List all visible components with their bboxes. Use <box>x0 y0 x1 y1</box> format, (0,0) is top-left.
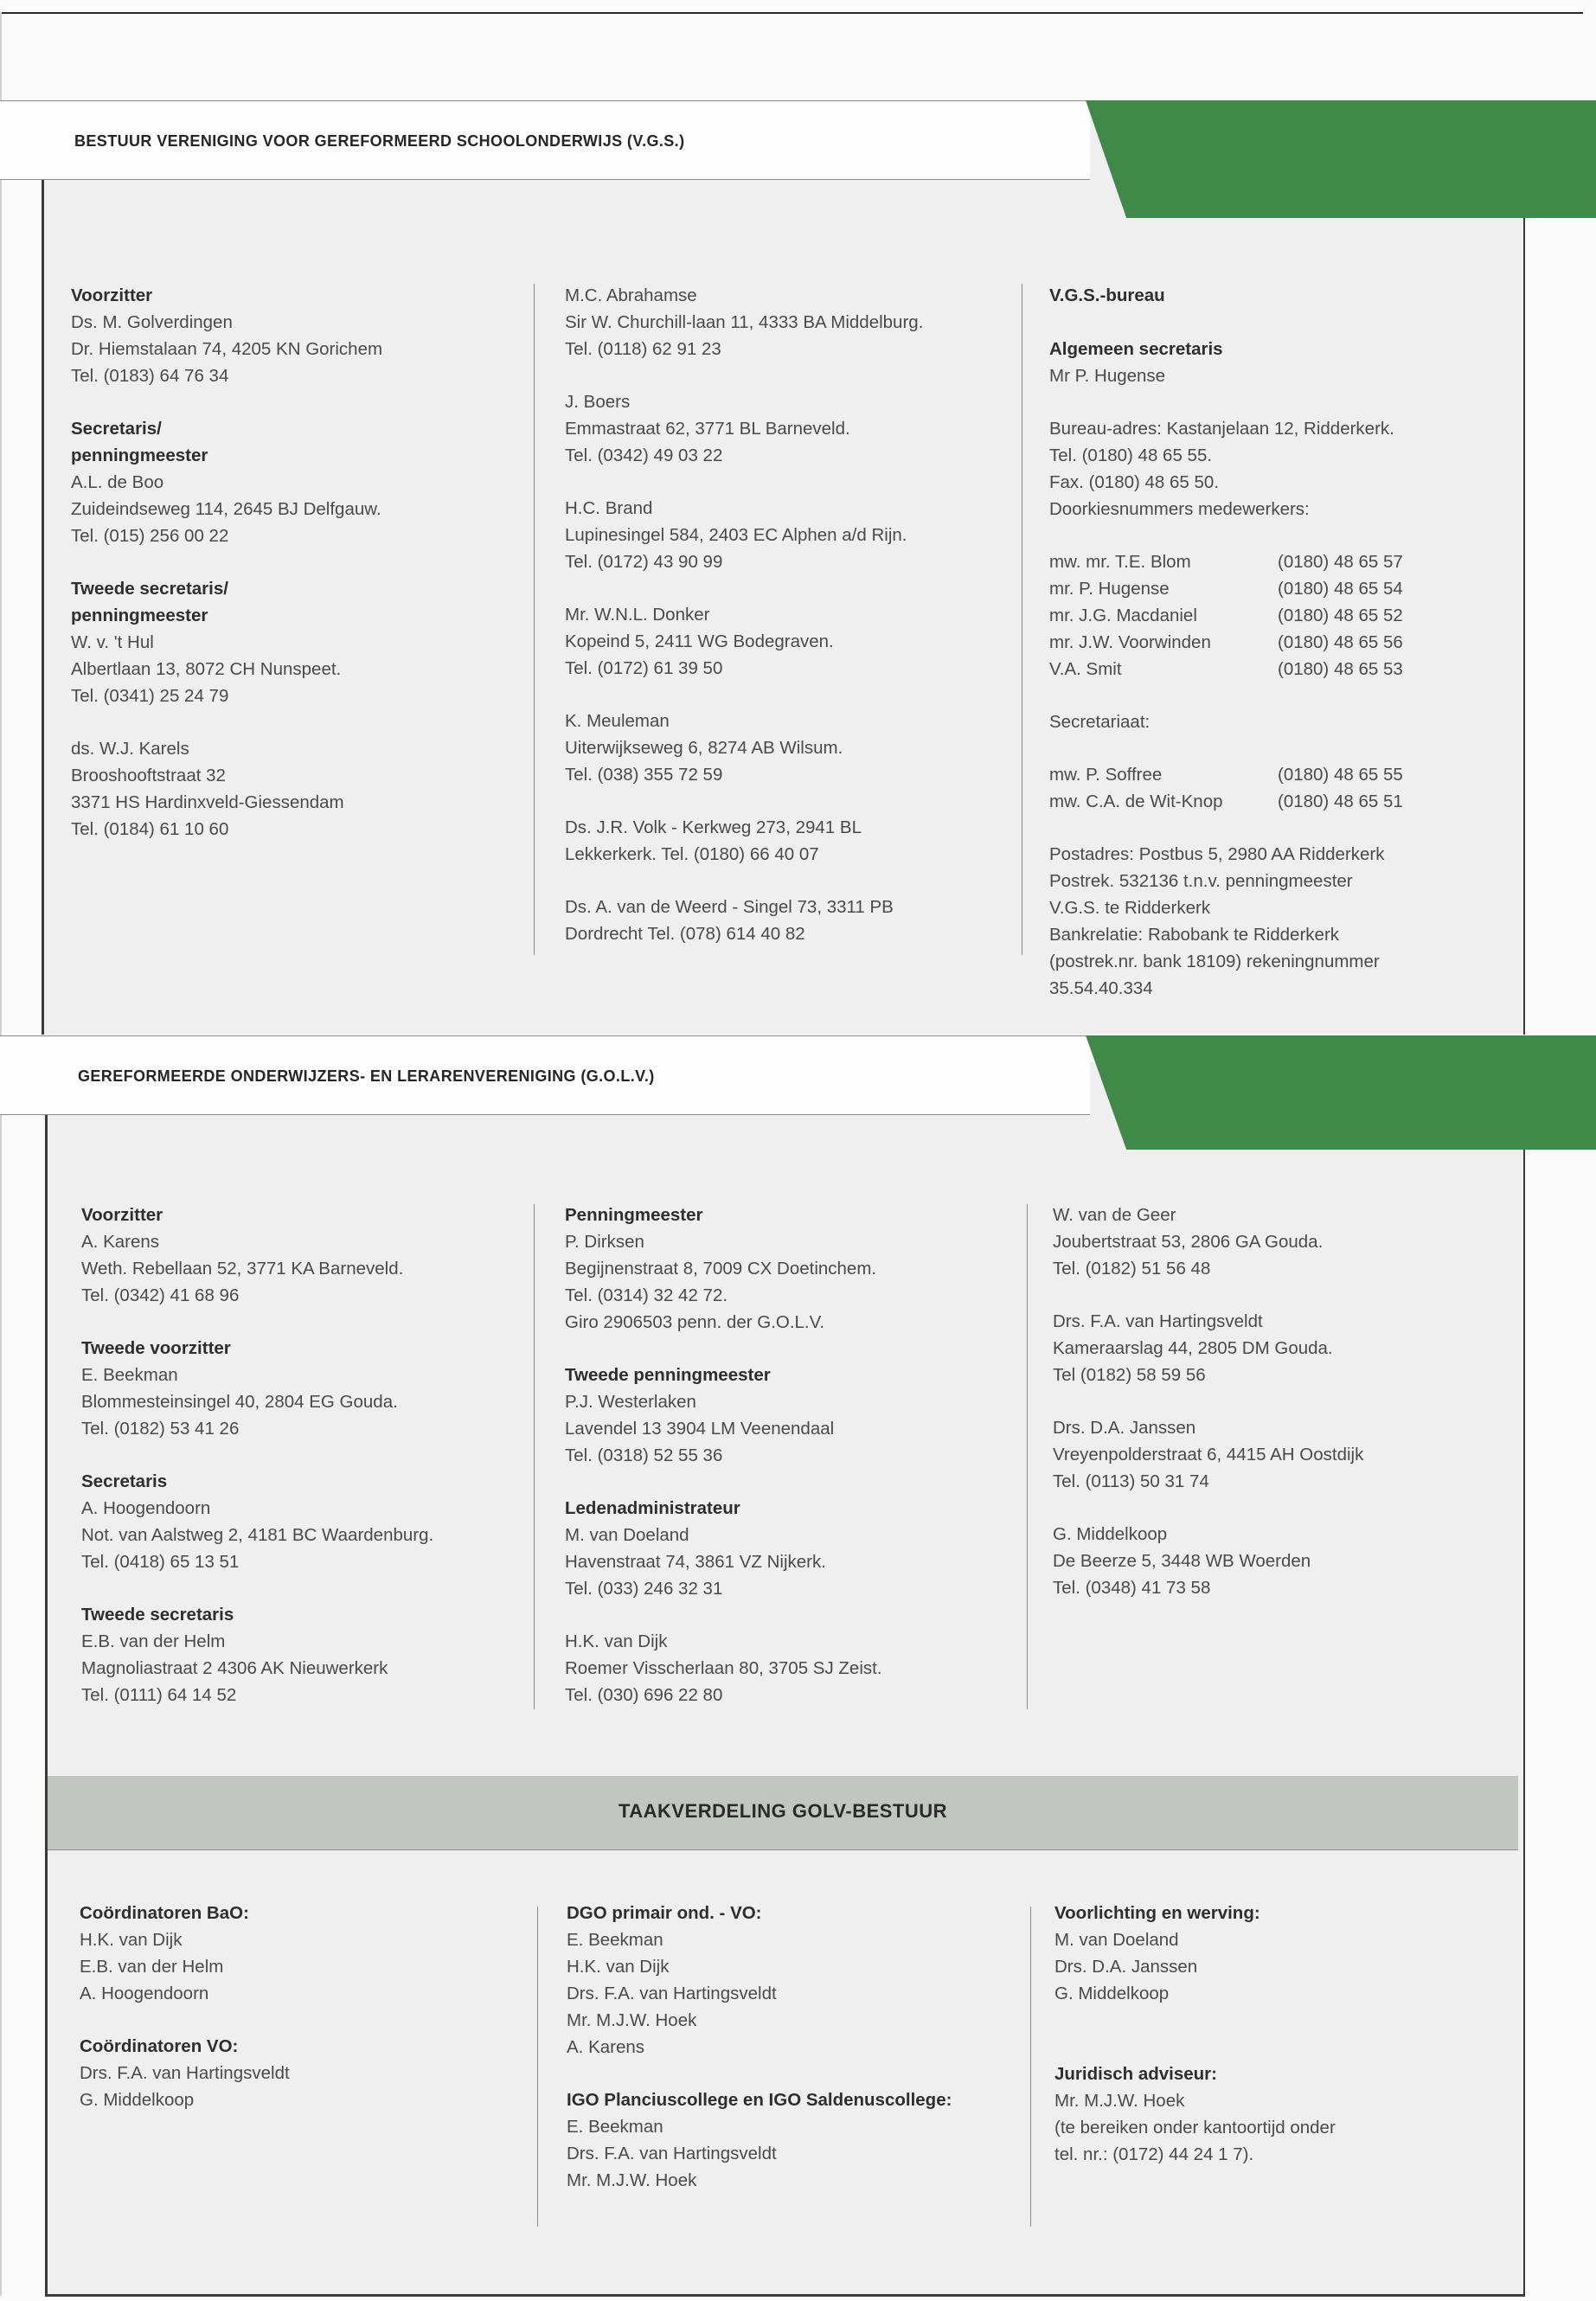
staff-tel: (0180) 48 65 55 <box>1278 765 1403 785</box>
task-line: H.K. van Dijk <box>567 1957 670 1977</box>
contact-line: Kopeind 5, 2411 WG Bodegraven. <box>565 631 834 651</box>
contact-line: Bankrelatie: Rabobank te Ridderkerk <box>1049 925 1340 945</box>
golv-tweede-secretaris-heading: Tweede secretaris <box>81 1605 234 1625</box>
contact-line: Magnoliastraat 2 4306 AK Nieuwerkerk <box>81 1658 388 1678</box>
contact-line: P. Dirksen <box>565 1232 644 1252</box>
contact-line: Ds. J.R. Volk - Kerkweg 273, 2941 BL <box>565 817 862 837</box>
contact-line: Tel. (0172) 61 39 50 <box>565 658 723 678</box>
golv-tweede-voorzitter-heading: Tweede voorzitter <box>81 1338 231 1358</box>
staff-name: mw. mr. T.E. Blom <box>1049 552 1191 572</box>
vgs-bureau-address-block <box>1049 415 1516 522</box>
staff-row <box>1049 575 1403 602</box>
task-line: Drs. F.A. van Hartingsveldt <box>80 2063 290 2083</box>
contact-line: Vreyenpolderstraat 6, 4415 AH Oostdijk <box>1053 1445 1364 1465</box>
contact-line: Emmastraat 62, 3771 BL Barneveld. <box>565 419 850 439</box>
golv-member-block <box>1053 1414 1503 1495</box>
staff-table <box>1049 548 1403 683</box>
task-header <box>48 1776 1518 1850</box>
vgs-column-1 <box>71 282 521 868</box>
vgs-tweede-secretaris-heading: Tweede secretaris/ penningmeester <box>71 579 228 625</box>
vgs-member-block <box>565 601 1023 682</box>
vgs-header <box>0 100 1596 178</box>
contact-line: Tel. (0183) 64 76 34 <box>71 366 229 386</box>
vgs-member-block <box>565 388 1023 469</box>
vgs-member-block <box>565 282 1023 362</box>
task-line: M. van Doeland <box>1054 1930 1179 1950</box>
column-divider <box>534 1204 535 1709</box>
task-line: G. Middelkoop <box>1054 1984 1170 2003</box>
contact-line: P.J. Westerlaken <box>565 1392 696 1412</box>
contact-line: W. v. 't Hul <box>71 632 154 652</box>
golv-member-block <box>565 1628 1023 1708</box>
golv-voorzitter-heading: Voorzitter <box>81 1205 163 1225</box>
contact-line: ds. W.J. Karels <box>71 739 189 759</box>
task-line: (te bereiken onder kantoortijd onder <box>1054 2118 1336 2138</box>
golv-ledenadministrateur-block <box>565 1495 1023 1602</box>
contact-line: Tel. (0111) 64 14 52 <box>81 1685 237 1705</box>
golv-member-block <box>1053 1202 1503 1282</box>
contact-line: A. Hoogendoorn <box>81 1498 211 1518</box>
contact-line: Tel. (033) 246 32 31 <box>565 1579 723 1599</box>
vgs-green-band <box>1086 100 1596 218</box>
contact-line: Tel (0182) 58 59 56 <box>1053 1365 1206 1385</box>
vgs-member-block <box>565 814 1023 868</box>
golv-voorzitter-block <box>81 1202 531 1309</box>
golv-tweede-voorzitter-block <box>81 1335 531 1442</box>
staff-tel: (0180) 48 65 53 <box>1278 659 1403 679</box>
contact-line: Albertlaan 13, 8072 CH Nunspeet. <box>71 659 342 679</box>
contact-line: J. Boers <box>565 392 631 412</box>
task-line: Mr. M.J.W. Hoek <box>567 2170 697 2190</box>
secretariaat-label: Secretariaat: <box>1049 712 1151 732</box>
contact-line: Bureau-adres: Kastanjelaan 12, Ridderkerk. <box>1049 419 1394 439</box>
golv-ledenadministrateur-heading: Ledenadministrateur <box>565 1498 740 1518</box>
contact-line: Ds. A. van de Weerd - Singel 73, 3311 PB <box>565 897 894 917</box>
task-line: tel. nr.: (0172) 44 24 1 7). <box>1054 2144 1254 2164</box>
contact-line: K. Meuleman <box>565 711 670 731</box>
contact-line: Tel. (030) 696 22 80 <box>565 1685 723 1705</box>
contact-line: Sir W. Churchill-laan 11, 4333 BA Middelburg. <box>565 312 924 332</box>
contact-line: Tel. (0184) 61 10 60 <box>71 819 229 839</box>
contact-line: Weth. Rebellaan 52, 3771 KA Barneveld. <box>81 1259 404 1279</box>
contact-line: V.G.S. te Ridderkerk <box>1049 898 1211 918</box>
contact-line: 3371 HS Hardinxveld-Giessendam <box>71 792 344 812</box>
contact-line: Not. van Aalstweg 2, 4181 BC Waardenburg. <box>81 1525 434 1545</box>
staff-name: mr. J.G. Macdaniel <box>1049 606 1197 625</box>
task-line: E. Beekman <box>567 1930 663 1950</box>
vgs-secretaris-block <box>71 415 521 549</box>
contact-line: Mr P. Hugense <box>1049 366 1166 386</box>
contact-line: Havenstraat 74, 3861 VZ Nijkerk. <box>565 1552 826 1572</box>
staff-row <box>1049 656 1403 683</box>
staff-tel: (0180) 48 65 57 <box>1278 552 1403 572</box>
contact-line: Lavendel 13 3904 LM Veenendaal <box>565 1419 835 1439</box>
contact-line: H.K. van Dijk <box>565 1631 668 1651</box>
task-line: A. Hoogendoorn <box>80 1984 209 2003</box>
vgs-voorzitter-heading: Voorzitter <box>71 285 153 305</box>
contact-line: Tel. (0348) 41 73 58 <box>1053 1578 1211 1598</box>
contact-line: A.L. de Boo <box>71 472 164 492</box>
contact-line: Lupinesingel 584, 2403 EC Alphen a/d Rijn. <box>565 525 907 545</box>
contact-line: Dordrecht Tel. (078) 614 40 82 <box>565 924 805 944</box>
contact-line: W. van de Geer <box>1053 1205 1176 1225</box>
staff-row <box>1049 788 1403 815</box>
task-line: Mr. M.J.W. Hoek <box>1054 2091 1185 2111</box>
contact-line: Uiterwijkseweg 6, 8274 AB Wilsum. <box>565 738 843 758</box>
contact-line: Roemer Visscherlaan 80, 3705 SJ Zeist. <box>565 1658 882 1678</box>
vgs-postal-block <box>1049 841 1516 1002</box>
task-block <box>1054 1900 1504 2007</box>
contact-line: Doorkiesnummers medewerkers: <box>1049 499 1310 519</box>
task-line: Drs. D.A. Janssen <box>1054 1957 1198 1977</box>
task-block <box>567 2086 1034 2194</box>
task-column-2 <box>567 1900 1034 2220</box>
secretariaat-table <box>1049 761 1403 815</box>
golv-member-block <box>1053 1521 1503 1601</box>
left-rule <box>0 12 2 2296</box>
task-block <box>80 2033 529 2113</box>
vgs-bureau-block <box>1049 282 1516 309</box>
task-line: E. Beekman <box>567 2117 663 2137</box>
vgs-tweede-secretaris-block <box>71 575 521 709</box>
contact-line: 35.54.40.334 <box>1049 978 1153 998</box>
contact-line: Tel. (0172) 43 90 99 <box>565 552 723 572</box>
contact-line: Fax. (0180) 48 65 50. <box>1049 472 1220 492</box>
contact-line: Tel. (0182) 53 41 26 <box>81 1419 240 1439</box>
contact-line: Postadres: Postbus 5, 2980 AA Ridderkerk <box>1049 844 1385 864</box>
vgs-member-block <box>565 495 1023 575</box>
contact-line: Postrek. 532136 t.n.v. penningmeester <box>1049 871 1353 891</box>
golv-tweede-penningmeester-block <box>565 1362 1023 1469</box>
golv-column-2 <box>565 1202 1023 1734</box>
task-column-3 <box>1054 1900 1504 2194</box>
vgs-member-block <box>565 894 1023 947</box>
column-divider <box>1027 1204 1028 1709</box>
golv-tweede-penningmeester-heading: Tweede penningmeester <box>565 1365 771 1385</box>
column-divider <box>1030 1907 1031 2227</box>
contact-line: Tel. (0182) 51 56 48 <box>1053 1259 1211 1279</box>
contact-line: Tel. (0341) 25 24 79 <box>71 686 229 706</box>
task-heading: Voorlichting en werving: <box>1054 1903 1260 1923</box>
task-line: Drs. F.A. van Hartingsveldt <box>567 1984 777 2003</box>
contact-line: Giro 2906503 penn. der G.O.L.V. <box>565 1312 825 1332</box>
task-heading: Juridisch adviseur: <box>1054 2064 1217 2084</box>
golv-column-3 <box>1053 1202 1503 1627</box>
staff-row <box>1049 602 1403 629</box>
task-heading: IGO Planciuscollege en IGO Saldenuscollege: <box>567 2090 952 2110</box>
contact-line: M. van Doeland <box>565 1525 689 1545</box>
task-line: Mr. M.J.W. Hoek <box>567 2010 697 2030</box>
vgs-header-band <box>0 100 1090 180</box>
task-column-1 <box>80 1900 529 2139</box>
contact-line: Tel. (038) 355 72 59 <box>565 765 723 785</box>
contact-line: Tel. (0118) 62 91 23 <box>565 339 721 359</box>
contact-line: Tel. (0113) 50 31 74 <box>1053 1471 1209 1491</box>
contact-line: De Beerze 5, 3448 WB Woerden <box>1053 1551 1311 1571</box>
contact-line: Lekkerkerk. Tel. (0180) 66 40 07 <box>565 844 819 864</box>
vgs-title: BESTUUR VERENIGING VOOR GEREFORMEERD SCHOOLONDERWIJS (V.G.S.) <box>74 132 685 150</box>
contact-line: Mr. W.N.L. Donker <box>565 605 710 625</box>
golv-column-1 <box>81 1202 531 1734</box>
staff-name: mw. C.A. de Wit-Knop <box>1049 792 1223 811</box>
contact-line: Blommesteinsingel 40, 2804 EG Gouda. <box>81 1392 398 1412</box>
golv-title: GEREFORMEERDE ONDERWIJZERS- EN LERARENVERENIGING (G.O.L.V.) <box>78 1067 655 1085</box>
task-line: G. Middelkoop <box>80 2090 195 2110</box>
contact-line: A. Karens <box>81 1232 160 1252</box>
contact-line: Zuideindseweg 114, 2645 BJ Delfgauw. <box>71 499 381 519</box>
staff-name: mr. J.W. Voorwinden <box>1049 632 1211 652</box>
golv-secretaris-block <box>81 1468 531 1575</box>
vgs-algemeen-secretaris-heading: Algemeen secretaris <box>1049 339 1223 359</box>
staff-row <box>1049 761 1403 788</box>
contact-line: H.C. Brand <box>565 498 653 518</box>
staff-tel: (0180) 48 65 52 <box>1278 606 1403 625</box>
golv-green-band <box>1086 1035 1596 1150</box>
task-line: Drs. F.A. van Hartingsveldt <box>567 2144 777 2163</box>
contact-line: Tel. (0418) 65 13 51 <box>81 1552 240 1572</box>
golv-penningmeester-heading: Penningmeester <box>565 1205 703 1225</box>
golv-header-band <box>0 1035 1090 1115</box>
staff-tel: (0180) 48 65 51 <box>1278 792 1403 811</box>
contact-line: Tel. (0318) 52 55 36 <box>565 1445 723 1465</box>
contact-line: Kameraarslag 44, 2805 DM Gouda. <box>1053 1338 1333 1358</box>
vgs-member-block <box>71 735 521 843</box>
golv-tweede-secretaris-block <box>81 1601 531 1708</box>
column-divider <box>537 1907 538 2227</box>
task-line: E.B. van der Helm <box>80 1957 224 1977</box>
task-block <box>567 1900 1034 2061</box>
contact-line: Tel. (0342) 41 68 96 <box>81 1285 240 1305</box>
contact-line: Ds. M. Golverdingen <box>71 312 233 332</box>
contact-line: E.B. van der Helm <box>81 1631 226 1651</box>
task-line: A. Karens <box>567 2037 645 2057</box>
task-block <box>1054 2061 1504 2168</box>
contact-line: Joubertstraat 53, 2806 GA Gouda. <box>1053 1232 1324 1252</box>
golv-penningmeester-block <box>565 1202 1023 1336</box>
contact-line: E. Beekman <box>81 1365 178 1385</box>
golv-member-block <box>1053 1308 1503 1388</box>
task-title: TAAKVERDELING GOLV-BESTUUR <box>618 1800 948 1822</box>
vgs-bureau-heading: V.G.S.-bureau <box>1049 285 1165 305</box>
top-rule <box>0 12 1583 14</box>
task-heading: DGO primair ond. - VO: <box>567 1903 762 1923</box>
contact-line: Brooshooftstraat 32 <box>71 766 226 785</box>
staff-row <box>1049 548 1403 575</box>
task-heading: Coördinatoren BaO: <box>80 1903 249 1923</box>
staff-tel: (0180) 48 65 54 <box>1278 579 1403 599</box>
vgs-algemeen-secretaris-block <box>1049 336 1516 389</box>
golv-header <box>0 1035 1596 1113</box>
contact-line: Tel. (015) 256 00 22 <box>71 526 229 546</box>
golv-secretaris-heading: Secretaris <box>81 1471 168 1491</box>
staff-name: mw. P. Soffree <box>1049 765 1163 785</box>
staff-name: V.A. Smit <box>1049 659 1122 679</box>
task-block <box>80 1900 529 2007</box>
contact-line: G. Middelkoop <box>1053 1524 1168 1544</box>
task-line: H.K. van Dijk <box>80 1930 183 1950</box>
vgs-voorzitter-block <box>71 282 521 389</box>
vgs-secretaris-heading: Secretaris/ penningmeester <box>71 419 208 465</box>
vgs-column-2 <box>565 282 1023 973</box>
staff-row <box>1049 629 1403 656</box>
contact-line: Begijnenstraat 8, 7009 CX Doetinchem. <box>565 1259 877 1279</box>
vgs-member-block <box>565 708 1023 788</box>
contact-line: (postrek.nr. bank 18109) rekeningnummer <box>1049 952 1380 971</box>
contact-line: Tel. (0314) 32 42 72. <box>565 1285 728 1305</box>
column-divider <box>534 284 535 955</box>
vgs-secretariaat-block <box>1049 708 1516 735</box>
staff-name: mr. P. Hugense <box>1049 579 1170 599</box>
contact-line: Drs. D.A. Janssen <box>1053 1418 1196 1438</box>
contact-line: Tel. (0180) 48 65 55. <box>1049 445 1213 465</box>
contact-line: Dr. Hiemstalaan 74, 4205 KN Gorichem <box>71 339 383 359</box>
staff-tel: (0180) 48 65 56 <box>1278 632 1403 652</box>
task-heading: Coördinatoren VO: <box>80 2036 239 2056</box>
contact-line: Tel. (0342) 49 03 22 <box>565 445 723 465</box>
contact-line: M.C. Abrahamse <box>565 285 697 305</box>
vgs-column-3 <box>1049 282 1516 1028</box>
contact-line: Drs. F.A. van Hartingsveldt <box>1053 1311 1263 1331</box>
